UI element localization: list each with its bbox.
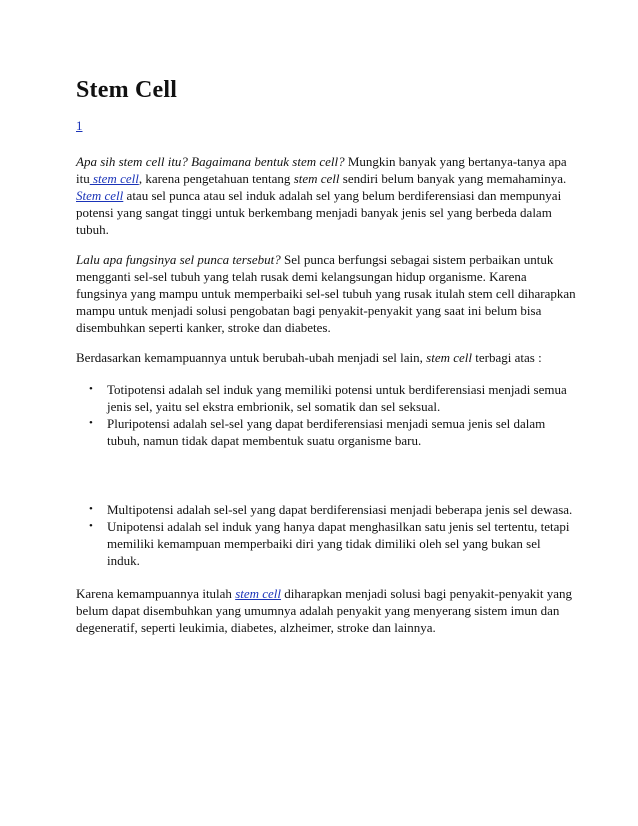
paragraph-conclusion: [76, 585, 576, 636]
list-item-text: Unipotensi adalah sel induk yang hanya dapat menghasilkan satu jenis sel tertentu, tetapi memiliki kemampuan memperbaiki diri yang tidak dimiliki oleh sel yang bukan sel induk.: [107, 519, 570, 568]
list-item: [76, 518, 576, 569]
intro-emphasis: stem cell: [293, 171, 340, 186]
list-item-text: Multipotensi adalah sel-sel yang dapat berdiferensiasi menjadi beberapa jenis sel dewasa.: [107, 502, 573, 517]
intro-text-4: atau sel punca atau sel induk adalah sel yang belum berdiferensiasi dan mempunyai potensi yang sangat tinggi untuk berkembang menjadi banyak jenis sel yang berbeda dalam tubuh.: [76, 188, 562, 237]
stem-cell-link-3[interactable]: stem cell: [235, 586, 282, 601]
intro-text-1: Mungkin banyak yang bertanya-tanya apa itu: [76, 154, 567, 186]
paragraph-intro: [76, 153, 576, 238]
bullet-icon: •: [89, 520, 93, 532]
bullet-list-1: [76, 381, 576, 449]
conclusion-text-2: diharapkan menjadi solusi bagi penyakit-penyakit yang belum dapat disembuhkan yang umumnya adalah penyakit yang menyerang sistem imun dan degeneratif, seperti leukimia, diabetes, alzheimer, stroke dan lainnya.: [76, 586, 573, 635]
page-title: Stem Cell: [76, 77, 178, 103]
intro-text-2: , karena pengetahuan tentang: [138, 171, 294, 186]
function-text: Sel punca berfungsi sebagai sistem perbaikan untuk mengganti sel-sel tubuh yang telah rusak demi kelangsungan hidup organisme. Karena fungsinya yang mampu untuk memperbaiki sel-sel tubuh yang rusak itulah stem cell diharapkan mampu untuk menjadi solusi pengobatan bagi penyakit-penyakit yang saat ini belum bisa disembuhkan seperti kanker, stroke dan diabetes.: [76, 252, 576, 335]
stem-cell-link-1[interactable]: stem cell: [89, 171, 139, 186]
function-question: Lalu apa fungsinya sel punca tersebut?: [76, 252, 281, 267]
paragraph-function: [76, 251, 576, 336]
intro-question: Apa sih stem cell itu? Bagaimana bentuk stem cell?: [76, 154, 345, 169]
intro-text-3: sendiri belum banyak yang memahaminya.: [339, 171, 567, 186]
types-emphasis: stem cell: [426, 350, 473, 365]
conclusion-text-1: Karena kemampuannya itulah: [76, 586, 236, 601]
stem-cell-link-2[interactable]: Stem cell: [76, 188, 124, 203]
bullet-icon: •: [89, 417, 93, 429]
list-item-text: Pluripotensi adalah sel-sel yang dapat berdiferensiasi menjadi semua jenis sel dalam tubuh, namun tidak dapat membentuk suatu organisme baru.: [107, 416, 546, 448]
reference-line: [76, 118, 576, 134]
list-item-text: Totipotensi adalah sel induk yang memiliki potensi untuk berdiferensiasi menjadi semua jenis sel, yaitu sel ekstra embrionik, sel somatik dan sel seksual.: [107, 382, 567, 414]
paragraph-types-intro: [76, 349, 576, 366]
reference-link[interactable]: 1: [76, 118, 83, 133]
bullet-icon: •: [89, 503, 93, 515]
bullet-icon: •: [89, 383, 93, 395]
types-text-2: terbagi atas :: [472, 350, 542, 365]
list-item: [76, 415, 576, 449]
bullet-list-2: [76, 501, 576, 569]
types-text-1: Berdasarkan kemampuannya untuk berubah-ubah menjadi sel lain,: [76, 350, 427, 365]
document-page: [76, 74, 576, 636]
list-item: [76, 381, 576, 415]
list-item: [76, 501, 576, 518]
